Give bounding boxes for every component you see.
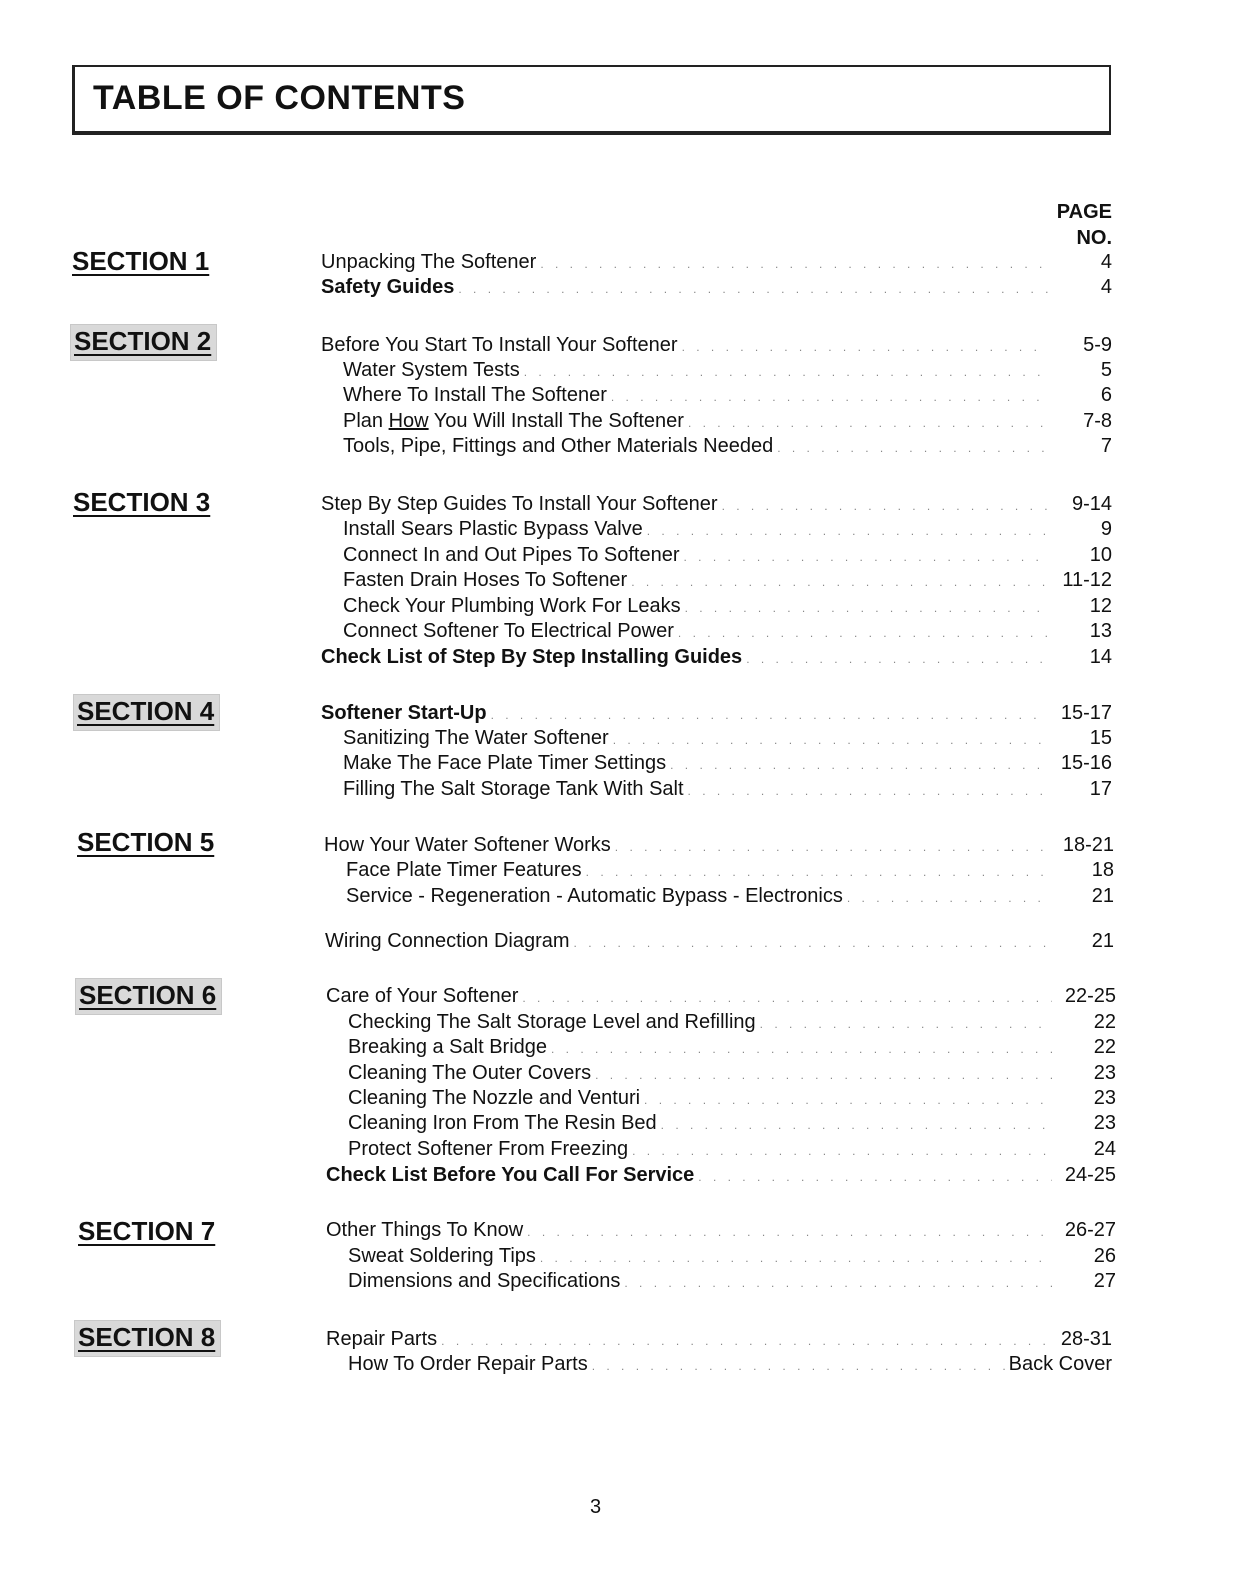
dot-leader (441, 1329, 1048, 1354)
toc-entry-page: 9 (1100, 518, 1112, 540)
dot-leader (595, 1063, 1052, 1088)
toc-entry-page: 17 (1089, 778, 1112, 800)
toc-entry-title (321, 409, 684, 434)
toc-entry-page: 7 (1100, 435, 1112, 457)
page-column-header (1000, 199, 1112, 251)
toc-entry-title: Check Your Plumbing Work For Leaks (343, 595, 681, 617)
toc-entry-title: Unpacking The Softener (321, 251, 537, 273)
dot-leader (632, 1139, 1052, 1164)
toc-entry-title: Make The Face Plate Timer Settings (343, 752, 667, 774)
toc-entry-page: 4 (1100, 276, 1112, 298)
toc-entry-title: Cleaning The Nozzle and Venturi (348, 1087, 641, 1109)
toc-entry-page: 24-25 (1064, 1164, 1116, 1186)
toc-entry-title: Breaking a Salt Bridge (348, 1036, 548, 1058)
dot-leader (592, 1354, 1005, 1379)
toc-entry (321, 619, 1112, 644)
toc-entry-title: Softener Start-Up (321, 702, 487, 724)
toc-entry (326, 1086, 1116, 1111)
dot-leader (540, 1246, 1052, 1271)
toc-entry-title: Dimensions and Specifications (348, 1270, 621, 1292)
toc-entry-title: Repair Parts (326, 1328, 438, 1350)
toc-entry-title: Connect In and Out Pipes To Softener (343, 544, 680, 566)
dot-leader (631, 570, 1048, 595)
toc-entry (326, 1163, 1116, 1188)
page-column-header-line2: NO. (1076, 227, 1112, 249)
toc-entry-title: Fasten Drain Hoses To Softener (343, 569, 628, 591)
toc-entry-page: Back Cover (1008, 1353, 1112, 1375)
toc-entry-title: How Your Water Softener Works (324, 834, 611, 856)
toc-entry (321, 358, 1112, 383)
dot-leader (624, 1271, 1052, 1296)
toc-entry-page: 26 (1093, 1245, 1116, 1267)
toc-entry (321, 275, 1112, 300)
toc-entry-title: Install Sears Plastic Bypass Valve (343, 518, 643, 540)
toc-entry-page: 18-21 (1062, 834, 1114, 856)
section-3-label: SECTION 3 (73, 487, 211, 517)
toc-entry-page: 15-16 (1060, 752, 1112, 774)
toc-entry (326, 984, 1116, 1009)
toc-entry (321, 751, 1112, 776)
toc-entry (324, 884, 1114, 909)
toc-entry (324, 858, 1114, 883)
section-4-label: SECTION 4 (73, 694, 220, 731)
toc-entry-page: 22 (1093, 1036, 1116, 1058)
toc-entry-title: Face Plate Timer Features (346, 859, 582, 881)
toc-entry (321, 333, 1112, 358)
toc-entry-page: 4 (1100, 251, 1112, 273)
section-2-label: SECTION 2 (70, 324, 217, 361)
toc-entry (324, 833, 1114, 858)
section-8-label: SECTION 8 (74, 1320, 221, 1357)
toc-entry-title: Step By Step Guides To Install Your Softener (321, 493, 718, 515)
section-1-label: SECTION 1 (72, 246, 210, 276)
dot-leader (491, 703, 1048, 728)
toc-entry-page: 27 (1093, 1270, 1116, 1292)
toc-entry-page: 26-27 (1064, 1219, 1116, 1241)
toc-entry-title: Where To Install The Softener (343, 384, 607, 406)
toc-entry-page: 10 (1089, 544, 1112, 566)
toc-entry (321, 492, 1112, 517)
dot-leader (615, 835, 1050, 860)
toc-entry-title: Cleaning Iron From The Resin Bed (348, 1112, 657, 1134)
toc-entry-page: 15 (1089, 727, 1112, 749)
toc-entry (326, 1035, 1116, 1060)
toc-entry-title: Sweat Soldering Tips (348, 1245, 536, 1267)
toc-entry-page: 7-8 (1083, 410, 1112, 432)
toc-entry-title: Safety Guides (321, 276, 455, 298)
dot-leader (678, 621, 1048, 646)
dot-leader (670, 753, 1048, 778)
toc-entry-page: 23 (1093, 1087, 1116, 1109)
toc-entry (321, 517, 1112, 542)
toc-entry-page: 23 (1093, 1112, 1116, 1134)
toc-entry-title: Service - Regeneration - Automatic Bypass - Electronics (346, 885, 843, 907)
toc-entry-page: 5 (1100, 359, 1112, 381)
toc-entry-page: 28-31 (1060, 1328, 1112, 1350)
toc-entry (321, 645, 1112, 670)
toc-entry-page: 11-12 (1062, 569, 1112, 591)
toc-entry (325, 929, 1114, 954)
dot-leader (746, 647, 1048, 672)
toc-entry-title: Connect Softener To Electrical Power (343, 620, 674, 642)
toc-entry-page: 15-17 (1060, 702, 1112, 724)
toc-entry (321, 409, 1112, 434)
dot-leader (574, 931, 1050, 956)
dot-leader (551, 1037, 1052, 1062)
dot-leader (685, 596, 1048, 621)
dot-leader (777, 436, 1048, 461)
dot-leader (458, 277, 1048, 302)
section-7-label: SECTION 7 (78, 1216, 216, 1246)
toc-entry-title: How To Order Repair Parts (348, 1353, 588, 1375)
toc-entry (326, 1061, 1116, 1086)
toc-entry-page: 22-25 (1064, 985, 1116, 1007)
dot-leader (722, 494, 1048, 519)
dot-leader (684, 545, 1048, 570)
page-number: 3 (590, 1496, 602, 1518)
toc-entry (326, 1352, 1112, 1377)
dot-leader (540, 252, 1048, 277)
toc-entry-page: 21 (1091, 885, 1114, 907)
dot-leader (682, 335, 1048, 360)
toc-entry-title: Water System Tests (343, 359, 520, 381)
toc-entry (321, 250, 1112, 275)
dot-leader (647, 519, 1048, 544)
toc-entry-page: 9-14 (1071, 493, 1112, 515)
toc-entry-title: Tools, Pipe, Fittings and Other Materials Needed (343, 435, 774, 457)
toc-entry (326, 1010, 1116, 1035)
toc-entry (321, 701, 1112, 726)
section-6-label: SECTION 6 (75, 978, 222, 1015)
toc-entry (321, 568, 1112, 593)
toc-entry (321, 434, 1112, 459)
toc-entry-page: 6 (1100, 384, 1112, 406)
toc-entry-title: Sanitizing The Water Softener (343, 727, 609, 749)
toc-entry (321, 543, 1112, 568)
toc-entry (326, 1244, 1116, 1269)
page-column-header-line1: PAGE (1056, 201, 1112, 223)
dot-leader (688, 779, 1048, 804)
dot-leader (688, 411, 1048, 436)
toc-entry-title-part: Plan (343, 410, 389, 432)
toc-entry-title: Wiring Connection Diagram (325, 930, 570, 952)
toc-entry-title: Protect Softener From Freezing (348, 1138, 629, 1160)
dot-leader (613, 728, 1048, 753)
dot-leader (698, 1165, 1052, 1190)
toc-entry (326, 1327, 1112, 1352)
toc-entry-title-underlined: How (388, 410, 429, 432)
toc-entry-page: 12 (1089, 595, 1112, 617)
toc-entry-title: Checking The Salt Storage Level and Refilling (348, 1011, 756, 1033)
section-5-label: SECTION 5 (77, 827, 215, 857)
dot-leader (522, 986, 1052, 1011)
toc-entry-page: 13 (1089, 620, 1112, 642)
toc-entry-title-part: You Will Install The Softener (428, 410, 684, 432)
toc-entry-title: Check List Before You Call For Service (326, 1164, 695, 1186)
toc-entry-page: 14 (1089, 646, 1112, 668)
toc-entry-title: Cleaning The Outer Covers (348, 1062, 592, 1084)
dot-leader (760, 1012, 1052, 1037)
dot-leader (661, 1113, 1052, 1138)
dot-leader (847, 886, 1050, 911)
page-title: TABLE OF CONTENTS (93, 79, 466, 117)
toc-entry-page: 23 (1093, 1062, 1116, 1084)
toc-entry-title: Filling The Salt Storage Tank With Salt (343, 778, 684, 800)
toc-entry (321, 777, 1112, 802)
toc-entry-page: 24 (1093, 1138, 1116, 1160)
dot-leader (586, 860, 1050, 885)
toc-entry-page: 22 (1093, 1011, 1116, 1033)
toc-entry (326, 1111, 1116, 1136)
toc-entry-page: 18 (1091, 859, 1114, 881)
toc-entry (321, 726, 1112, 751)
toc-entry-title: Check List of Step By Step Installing Guides (321, 646, 743, 668)
toc-entry-title: Care of Your Softener (326, 985, 519, 1007)
dot-leader (611, 385, 1048, 410)
toc-entry-title: Other Things To Know (326, 1219, 524, 1241)
toc-entry (326, 1137, 1116, 1162)
toc-entry (326, 1218, 1116, 1243)
title-box (72, 65, 1111, 135)
dot-leader (527, 1220, 1052, 1245)
toc-entry (321, 594, 1112, 619)
toc-entry-page: 5-9 (1083, 334, 1112, 356)
toc-entry-title: Before You Start To Install Your Softener (321, 334, 678, 356)
toc-entry (321, 383, 1112, 408)
dot-leader (524, 360, 1048, 385)
toc-entry-page: 21 (1091, 930, 1114, 952)
toc-entry (326, 1269, 1116, 1294)
dot-leader (644, 1088, 1052, 1113)
